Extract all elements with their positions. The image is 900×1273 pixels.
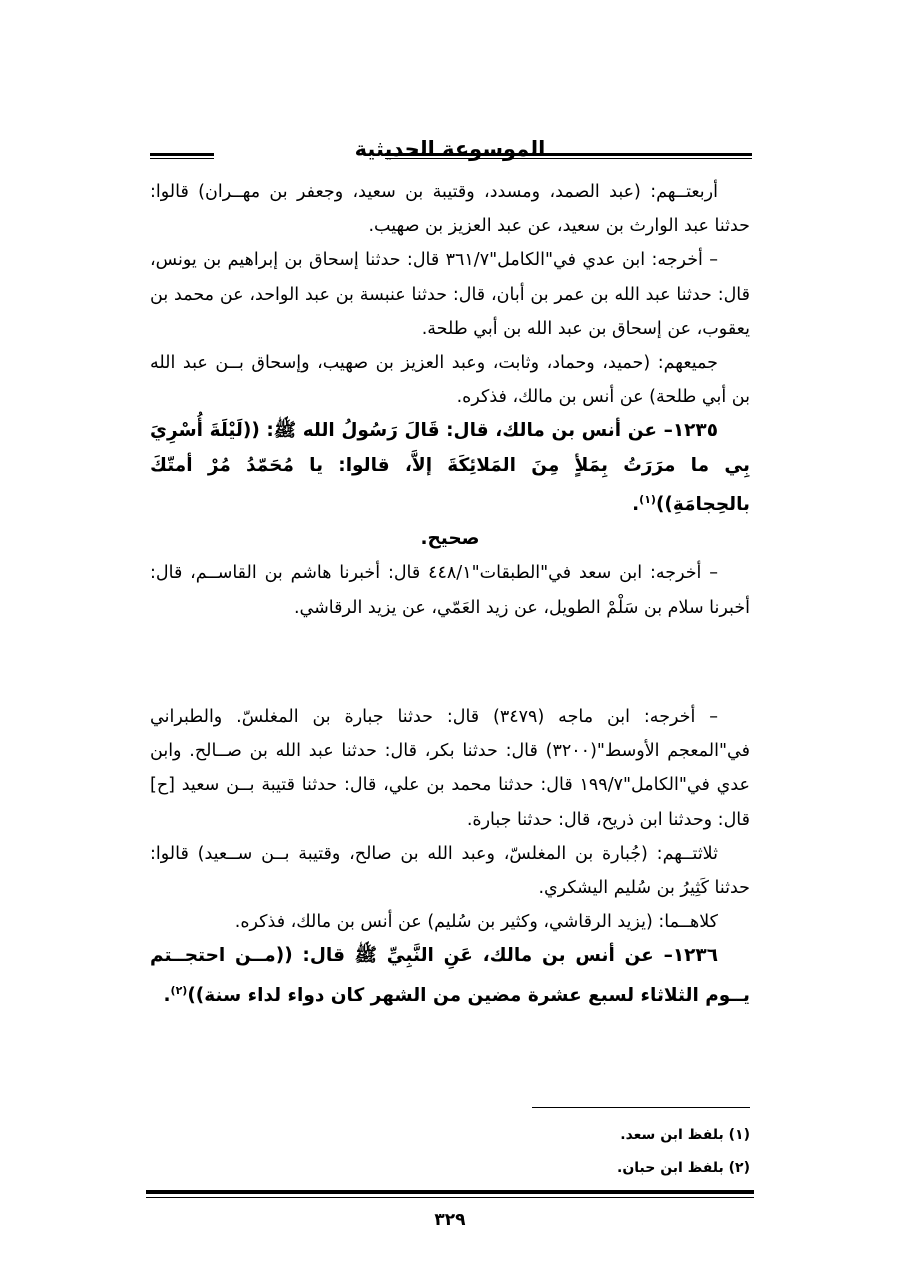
body-block-2 — [150, 700, 750, 1013]
hadith-1235-text: ١٢٣٥– عن أنس بن مالك، قال: قَالَ رَسُولُ الله ﷺ: ((لَيْلَةَ أُسْرِيَ بِي ما مرَرَتُ بِمَلأٍ مِنَ المَلائِكَةَ إلاَّ، قالوا: يا مُحَمّدُ مُرْ أمتّكَ بالحِجامَةِ)) — [150, 420, 750, 515]
paragraph-narrators-all: جميعهم: (حميد، وحماد، وثابت، وعبد العزيز بن صهيب، وإسحاق بــن عبد الله بن أبي طلحة) عن أنس بن مالك، فذكره. — [150, 353, 750, 408]
page-number: ٣٢٩ — [434, 1210, 466, 1230]
paragraph-ibn-saad-takhrij: – أخرجه: ابن سعد في"الطبقات"٤٤٨/١ قال: أخبرنا هاشم بن القاســم، قال: أخبرنا سلام بن سَلْمْ الطويل، عن زيد العَمّي، عن يزيد الرقاشي. — [150, 563, 750, 618]
footer-rule-thick — [146, 1190, 754, 1194]
footnote-2: (٢) بلفظ ابن حبان. — [617, 1160, 750, 1176]
paragraph-ibn-adi-takhrij: – أخرجه: ابن عدي في"الكامل"٣٦١/٧ قال: حدثنا إسحاق بن إبراهيم بن يونس، قال: حدثنا عبد الله بن عمر بن أبان، قال: حدثنا عنبسة بن عبد الواحد، عن محمد بن يعقوب، عن إسحاق بن عبد الله بن أبي طلحة. — [150, 250, 750, 339]
paragraph-ibn-majah-takhrij: – أخرجه: ابن ماجه (٣٤٧٩) قال: حدثنا جبارة بن المغلسّ. والطبراني في"المعجم الأوسط"(٣٢٠٠) قال: حدثنا بكر، قال: حدثنا عبد الله بن صــالح. وابن عدي في"الكامل"١٩٩/٧ قال: حدثنا محمد بن علي، قال: حدثنا قتيبة بــن سعيد [ح] قال: وحدثنا ابن ذريح، قال: حدثنا جبارة. — [150, 707, 750, 830]
footer-rule-thin — [146, 1197, 754, 1198]
hadith-1236 — [150, 939, 750, 1013]
paragraph-narrators-three: ثلاثتــهم: (جُبارة بن المغلسّ، وعبد الله بن صالح، وقتيبة بــن ســعيد) قالوا: حدثنا كَثِيرُ بن سُليم اليشكري. — [150, 843, 750, 899]
footnote-1: (١) بلفظ ابن سعد. — [620, 1127, 750, 1143]
body-block-1 — [150, 175, 750, 625]
hadith-grade: صحيح. — [420, 528, 480, 550]
hadith-1235-end: . — [632, 493, 640, 515]
running-header-title: الموسوعة الحديثية — [354, 137, 546, 161]
paragraph-narrators-four: أربعتــهم: (عبد الصمد، ومسدد، وقتيبة بن سعيد، وجعفر بن مهــران) قالوا: حدثنا عبد الوارث بن سعيد، عن عبد العزيز بن صهيب. — [150, 182, 750, 237]
paragraph-narrators-both: كلاهــما: (يزيد الرقاشي، وكثير بن سُليم) عن أنس بن مالك، فذكره. — [234, 912, 718, 933]
footnote-ref-1: (١) — [639, 492, 656, 506]
footnote-separator — [532, 1107, 750, 1108]
hadith-1236-end: . — [163, 984, 171, 1006]
hadith-1236-text: ١٢٣٦– عن أنس بن مالك، عَنِ النَّبِيِّ ﷺ قال: ((مــن احتجــتم يــوم الثلاثاء لسبع عشرة مضين من الشهر كان دواء لداء سنة)) — [150, 945, 750, 1006]
hadith-1235 — [150, 414, 750, 522]
footnote-ref-2: (٢) — [170, 983, 188, 997]
